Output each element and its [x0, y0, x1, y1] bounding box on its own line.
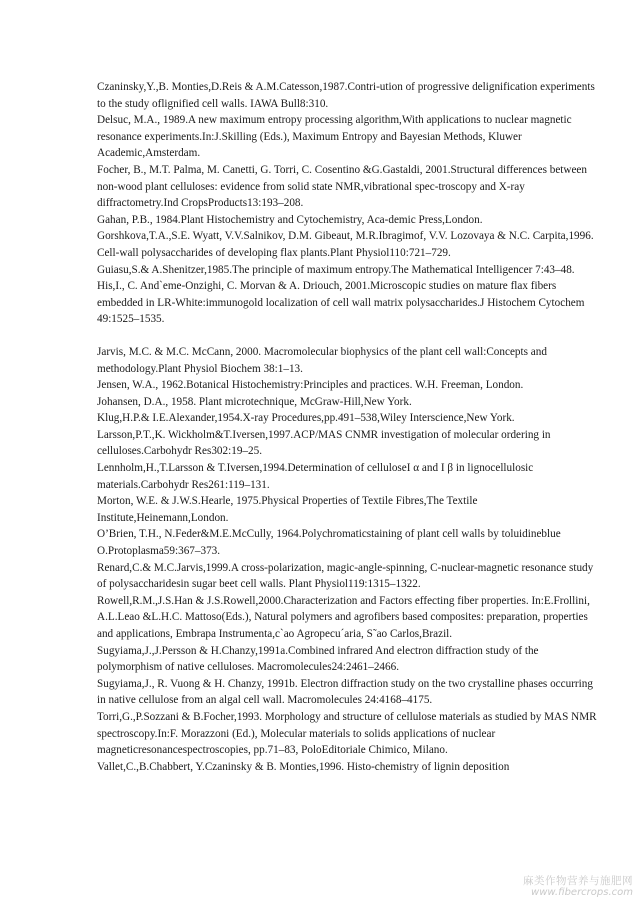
reference-entry: Guiasu,S.& A.Shenitzer,1985.The principle of maximum entropy.The Mathematical Intelligencer 7:43–48. [97, 263, 575, 276]
reference-entry: Jensen, W.A., 1962.Botanical Histochemistry:Principles and practices. W.H. Freeman, London. [97, 379, 524, 392]
reference-entry: Delsuc, M.A., 1989.A new maximum entropy processing algorithm,With applications to nuclear magnetic resonance experiments.In:J.Skilling (Eds.), Maximum Entropy and Bayesian Methods, Kluwer Academic,Amsterdam. [97, 114, 572, 160]
reference-list [97, 79, 597, 775]
reference-entry: Jarvis, M.C. & M.C. McCann, 2000. Macromolecular biophysics of the plant cell wall:Concepts and methodology.Plant Physiol Biochem 38:1–13. [97, 345, 547, 375]
reference-entry: Larsson,P.T.,K. Wickholm&T.Iversen,1997.ACP/MAS CNMR investigation of molecular ordering in celluloses.Carbohydr Res302:19–25. [97, 428, 551, 458]
reference-entry: Renard,C.& M.C.Jarvis,1999.A cross-polarization, magic-angle-spinning, C-nuclear-magnetic resonance study of polysaccharidesin sugar beet cell walls. Plant Physiol119:1315–1322. [97, 561, 594, 591]
watermark [523, 875, 633, 899]
reference-entry: Morton, W.E. & J.W.S.Hearle, 1975.Physical Properties of Textile Fibres,The Textile Institute,Heinemann,London. [97, 495, 478, 524]
reference-entry: Focher, B., M.T. Palma, M. Canetti, G. Torri, C. Cosentino &G.Gastaldi, 2001.Structural differences between non-wood plant celluloses: evidence from solid state NMR,vibrational spec-troscopy and X-ray diffractometry.Ind CropsProducts13:193–208. [97, 163, 587, 210]
reference-entry: Sugyiama,J., R. Vuong & H. Chanzy, 1991b. Electron diffraction study on the two crystalline phases occurring in native cellulose from an algal cell wall. Macromolecules 24:4168–4175. [97, 677, 593, 707]
reference-entry: Czaninsky,Y.,B. Monties,D.Reis & A.M.Catesson,1987.Contri-ution of progressive delignification experiments to the study oflignified cell walls. IAWA Bull8:310. [97, 81, 595, 110]
reference-entry: Sugyiama,J.,J.Persson & H.Chanzy,1991a.Combined infrared And electron diffraction study of the polymorphism of native celluloses. Macromolecules24:2461–2466. [97, 644, 539, 674]
reference-entry: Vallet,C.,B.Chabbert, Y.Czaninsky & B. Monties,1996. Histo-chemistry of lignin deposition [97, 760, 510, 773]
reference-entry: Gorshkova,T.A.,S.E. Wyatt, V.V.Salnikov, D.M. Gibeaut, M.R.Ibragimof, V.V. Lozovaya & N.C. Carpita,1996. Cell-wall polysaccharides of developing flax plants.Plant Physiol110:721–729. [97, 230, 594, 259]
watermark-url: www.fibercrops.com [531, 887, 633, 898]
reference-entry: Gahan, P.B., 1984.Plant Histochemistry and Cytochemistry, Aca-demic Press,London. [97, 213, 483, 226]
reference-entry: Torri,G.,P.Sozzani & B.Focher,1993. Morphology and structure of cellulose materials as studied by MAS NMR spectroscopy.In:F. Morazzoni (Ed.), Molecular materials to solids applications of nuclear magneticresonancespectroscopies, pp.71–83, PoloEditoriale Chimico, Milano. [97, 710, 597, 757]
watermark-label: 麻类作物营养与施肥网 [523, 875, 633, 887]
reference-entry: O’Brien, T.H., N.Feder&M.E.McCully, 1964.Polychromaticstaining of plant cell walls by toluidineblue O.Protoplasma59:367–373. [97, 528, 561, 558]
reference-entry: His,I., C. And`eme-Onzighi, C. Morvan & A. Driouch, 2001.Microscopic studies on mature flax fibers embedded in LR-White:immunogold localization of cell wall matrix polysaccharides.J Histochem Cytochem 49:1525–1535. [97, 280, 585, 326]
reference-entry: Lennholm,H.,T.Larsson & T.Iversen,1994.Determination of celluloseI α and I β in lignocellulosic materials.Carbohydr Res261:119–131. [97, 462, 534, 491]
reference-entry: Rowell,R.M.,J.S.Han & J.S.Rowell,2000.Characterization and Factors effecting fiber properties. In:E.Frollini, A.L.Leao &L.H.C. Mattoso(Eds.), Natural polymers and agrofibers based composites: preparation, properties and applications, Embrapa Instrumenta,c`ao Agropecu´aria, S˜ao Carlos,Brazil. [97, 594, 590, 640]
reference-list-page [97, 79, 597, 775]
reference-entry: Johansen, D.A., 1958. Plant microtechnique, McGraw-Hill,New York. [97, 395, 412, 408]
reference-entry: Klug,H.P.& I.E.Alexander,1954.X-ray Procedures,pp.491–538,Wiley Interscience,New York. [97, 412, 515, 425]
